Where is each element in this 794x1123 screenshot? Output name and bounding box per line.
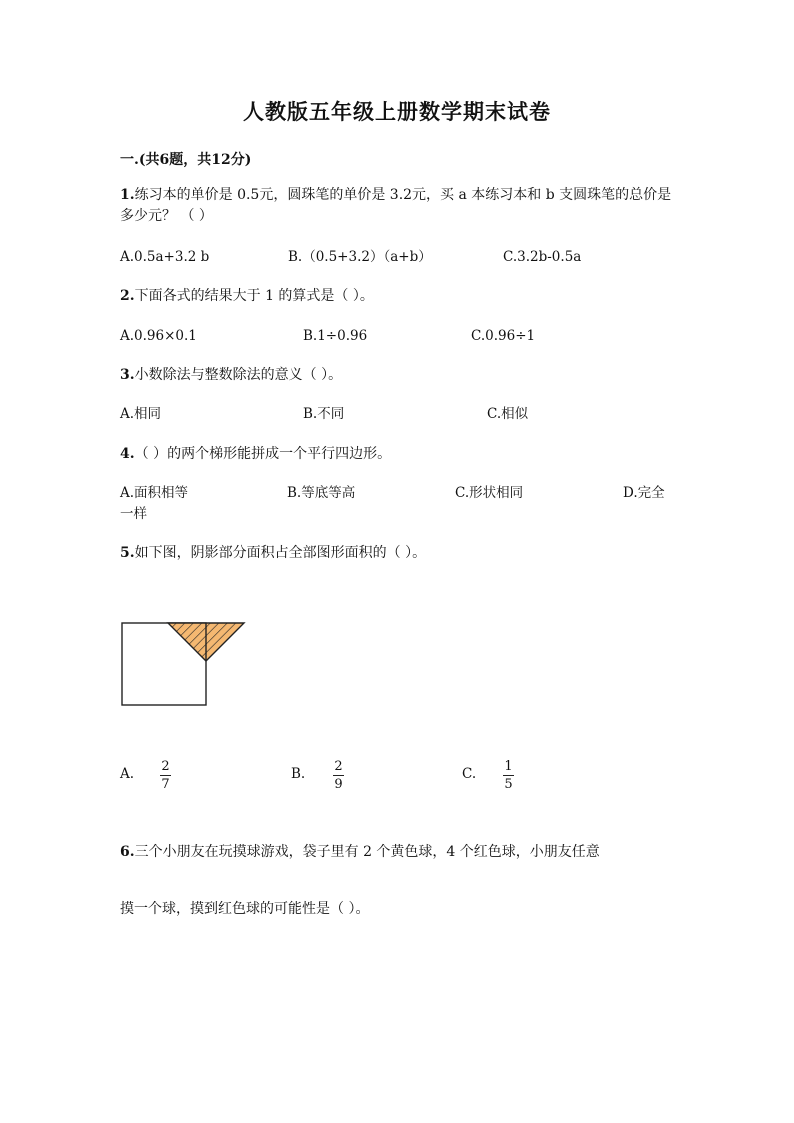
denominator: 5	[504, 777, 513, 792]
question-text: 下面各式的结果大于 1 的算式是（ ）。	[134, 288, 374, 304]
numerator: 1	[504, 759, 513, 774]
geometry-figure	[116, 615, 252, 713]
denominator: 7	[161, 777, 170, 792]
option-c: C.3.2b-0.5a	[503, 249, 582, 265]
option-a-letter: A.	[120, 766, 135, 782]
question-6	[120, 842, 600, 863]
question-text: （ ）的两个梯形能拼成一个平行四边形。	[134, 446, 392, 462]
question-number: 6.	[120, 844, 135, 860]
question-number: 1.	[120, 187, 135, 203]
option-b-letter: B.	[291, 766, 306, 782]
option-b: B.（0.5+3.2）（a+b）	[288, 249, 432, 265]
question-text: 练习本的单价是 0.5元，圆珠笔的单价是 3.2元，买 a 本练习本和 b 支圆珠笔的总价是多少元？ （ ）	[120, 187, 672, 224]
question-5	[120, 543, 426, 564]
option-a: A.相同	[120, 406, 162, 422]
option-b: B.1÷0.96	[303, 328, 368, 344]
question-4	[120, 444, 391, 465]
question-text: 如下图，阴影部分面积占全部图形面积的（ ）。	[134, 545, 427, 561]
option-c-fraction	[503, 759, 514, 792]
page-title: 人教版五年级上册数学期末试卷	[243, 99, 551, 124]
question-text: 小数除法与整数除法的意义（ ）。	[134, 367, 343, 383]
question-text-line-1: 三个小朋友在玩摸球游戏，袋子里有 2 个黄色球，4 个红色球，小朋友任意	[134, 844, 600, 860]
option-c: C.0.96÷1	[471, 328, 536, 344]
option-c: C.相似	[487, 406, 529, 422]
fraction-bar	[333, 775, 344, 776]
question-6-line-2: 摸一个球，摸到红色球的可能性是（ ）。	[120, 901, 370, 917]
fraction-bar	[503, 775, 514, 776]
question-number: 4.	[120, 446, 135, 462]
option-d: D.完全	[623, 485, 665, 501]
option-b: B.不同	[303, 406, 345, 422]
option-a-fraction	[160, 759, 171, 792]
option-b: B.等底等高	[287, 485, 356, 501]
option-b-fraction	[333, 759, 344, 792]
option-a: A.面积相等	[120, 485, 189, 501]
question-1	[120, 185, 680, 227]
numerator: 2	[161, 759, 170, 774]
question-2	[120, 286, 374, 307]
option-d-continued: 一样	[120, 506, 147, 522]
question-number: 5.	[120, 545, 135, 561]
question-number: 3.	[120, 367, 135, 383]
section-heading: 一.(共6题，共12分)	[120, 152, 252, 168]
option-a: A.0.96×0.1	[120, 328, 197, 344]
numerator: 2	[334, 759, 343, 774]
question-3	[120, 365, 342, 386]
denominator: 9	[334, 777, 343, 792]
fraction-bar	[160, 775, 171, 776]
option-a: A.0.5a+3.2 b	[120, 249, 210, 265]
option-c-letter: C.	[462, 766, 477, 782]
question-number: 2.	[120, 288, 135, 304]
option-c: C.形状相同	[455, 485, 524, 501]
